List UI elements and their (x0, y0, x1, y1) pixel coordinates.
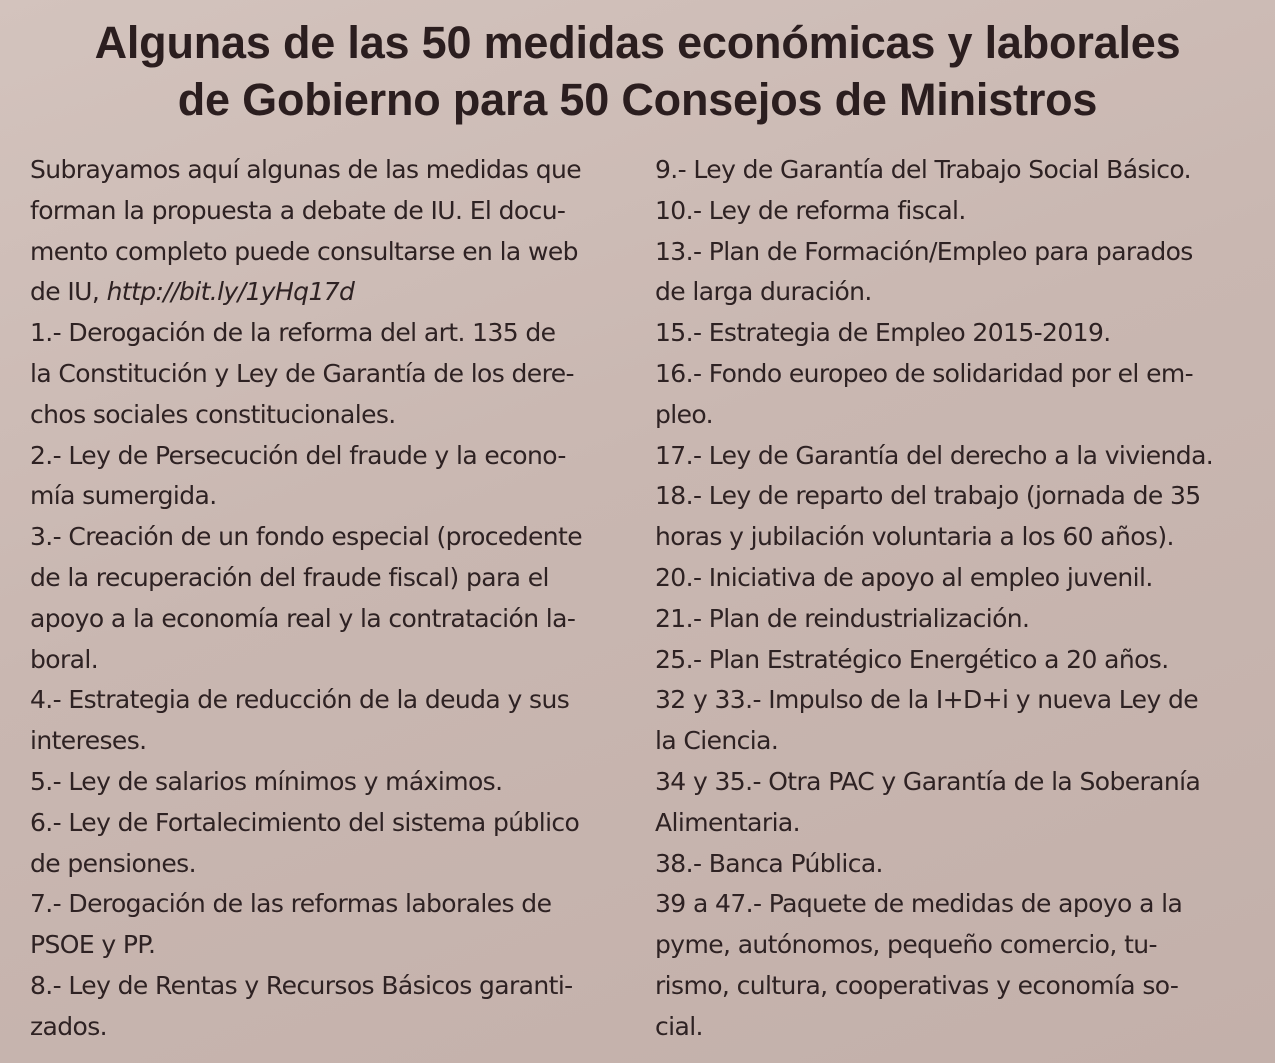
measure-item: 3.- Creación de un fondo especial (procedente de la recuperación del fraude fiscal) para el apoyo a la economía real y la contratación la- boral. (30, 522, 582, 674)
measure-item: 34 y 35.- Otra PAC y Garantía de la Soberanía Alimentaria. (655, 766, 1201, 837)
measure-item: 21.- Plan de reindustrialización. (655, 603, 1030, 633)
source-link[interactable]: http://bit.ly/1yHq17d (106, 277, 355, 307)
measure-item: 6.- Ley de Fortalecimiento del sistema público de pensiones. (30, 807, 580, 878)
measure-item: 15.- Estrategia de Empleo 2015-2019. (655, 318, 1111, 348)
measure-item: 4.- Estrategia de reducción de la deuda y sus intereses. (30, 685, 570, 756)
headline-line-2: de Gobierno para 50 Consejos de Ministros (177, 74, 1098, 125)
measure-item: 1.- Derogación de la reforma del art. 135 de la Constitución y Ley de Garantía de los dere- chos sociales constitucionales. (30, 318, 574, 429)
measure-item: 7.- Derogación de las reformas laborales de PSOE y PP. (30, 889, 552, 960)
measure-item: 20.- Iniciativa de apoyo al empleo juvenil. (655, 562, 1153, 592)
left-column (30, 150, 612, 1048)
measure-item: 38.- Banca Pública. (655, 848, 883, 878)
intro-paragraph (30, 150, 612, 313)
measure-item: 18.- Ley de reparto del trabajo (jornada de 35 horas y jubilación voluntaria a los 60 años). (655, 481, 1201, 552)
measure-item: 8.- Ley de Rentas y Recursos Básicos garanti- zados. (30, 970, 573, 1041)
measure-item: 2.- Ley de Persecución del fraude y la econo- mía sumergida. (30, 440, 566, 511)
headline (20, 14, 1255, 128)
measure-item: 17.- Ley de Garantía del derecho a la vivienda. (655, 440, 1214, 470)
measure-item: 39 a 47.- Paquete de medidas de apoyo a la pyme, autónomos, pequeño comercio, tu- rismo, cultura, cooperativas y economía so- cial. (655, 889, 1183, 1041)
measure-item: 9.- Ley de Garantía del Trabajo Social Básico. (655, 155, 1191, 184)
measure-item: 13.- Plan de Formación/Empleo para parados de larga duración. (655, 236, 1193, 307)
headline-line-1: Algunas de las 50 medidas económicas y laborales (94, 17, 1181, 68)
measure-item: 16.- Fondo europeo de solidaridad por el em- pleo. (655, 358, 1194, 429)
measure-item: 32 y 33.- Impulso de la I+D+i y nueva Ley de la Ciencia. (655, 685, 1199, 756)
measure-item: 5.- Ley de salarios mínimos y máximos. (30, 766, 503, 796)
intro-text: Subrayamos aquí algunas de las medidas que forman la propuesta a debate de IU. El docu- mento completo puede consultarse en la web de IU, (30, 155, 581, 307)
measure-item: 10.- Ley de reforma fiscal. (655, 195, 966, 225)
right-column (655, 150, 1245, 1048)
measure-item: 25.- Plan Estratégico Energético a 20 años. (655, 644, 1169, 674)
